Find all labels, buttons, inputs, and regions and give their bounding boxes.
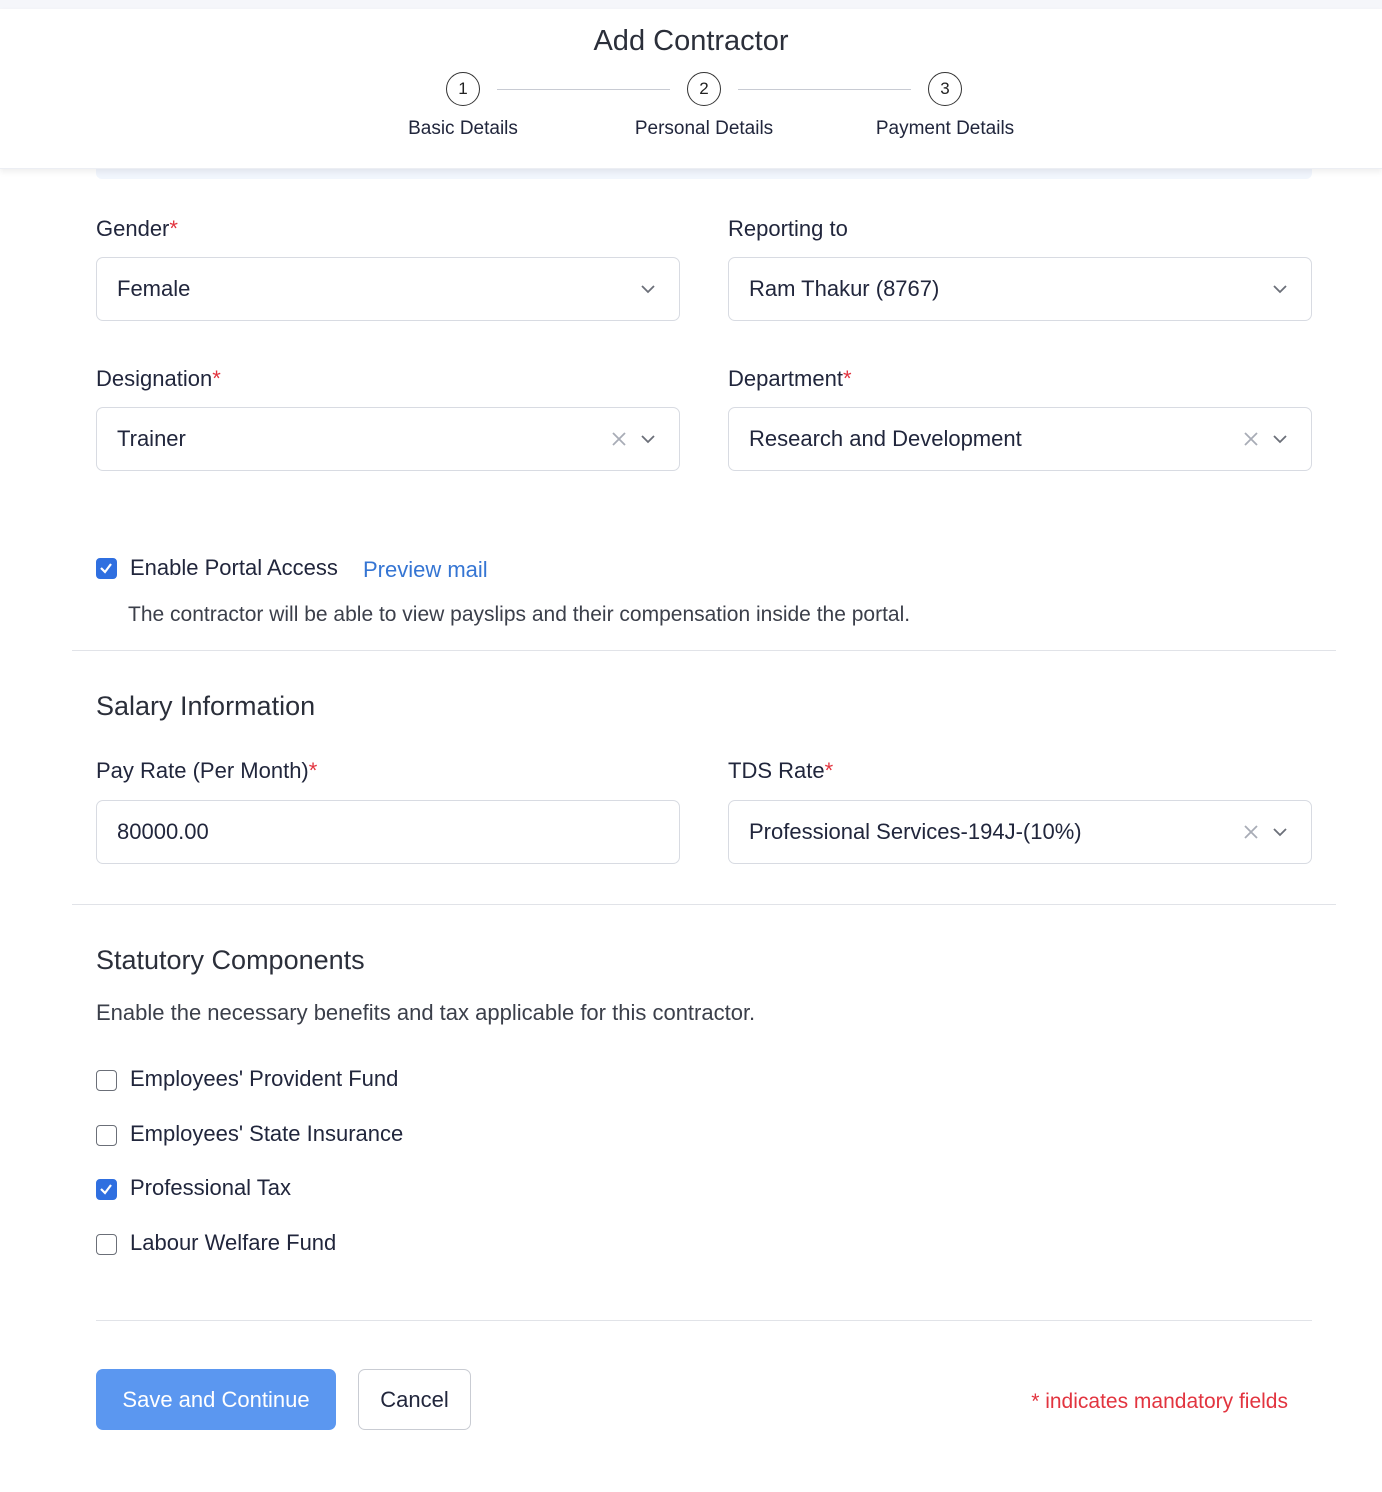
step-connector-2 [738,89,911,90]
statutory-description: Enable the necessary benefits and tax applicable for this contractor. [96,1000,756,1025]
reporting-to-select[interactable] [728,257,1312,321]
checkmark-icon [99,561,113,575]
step-1-indicator[interactable]: 1 [446,72,480,106]
epf-label[interactable]: Employees' Provident Fund [130,1066,399,1091]
professional-tax-label[interactable]: Professional Tax [130,1175,292,1200]
info-banner-edge [96,169,1312,179]
gender-label: Gender* [96,216,178,241]
clear-icon[interactable] [1243,824,1259,840]
chevron-down-icon [1273,282,1287,296]
portal-access-label[interactable]: Enable Portal Access [130,555,338,580]
lwf-label[interactable]: Labour Welfare Fund [130,1230,337,1255]
wizard-header [0,9,1382,169]
portal-access-checkbox[interactable] [96,558,117,579]
page-title: Add Contractor [593,25,789,57]
lwf-checkbox[interactable] [96,1234,117,1255]
step-2-label: Personal Details [634,118,774,139]
esi-label[interactable]: Employees' State Insurance [130,1121,404,1146]
chevron-down-icon [1273,432,1287,446]
preview-mail-link[interactable]: Preview mail [363,557,488,582]
pay-rate-value: 80000.00 [117,819,209,844]
pay-rate-input[interactable] [96,800,680,864]
chevron-down-icon [641,432,655,446]
step-1-label: Basic Details [408,118,518,139]
clear-icon[interactable] [1243,431,1259,447]
esi-checkbox[interactable] [96,1125,117,1146]
clear-icon[interactable] [611,431,627,447]
chevron-down-icon [641,282,655,296]
tds-rate-label: TDS Rate* [728,758,834,783]
professional-tax-checkbox[interactable] [96,1179,117,1200]
step-2-indicator[interactable]: 2 [687,72,721,106]
reporting-to-label: Reporting to [728,216,848,241]
cancel-button[interactable]: Cancel [358,1369,471,1430]
top-strip [0,0,1382,9]
step-3-label: Payment Details [875,118,1015,139]
step-3-indicator[interactable]: 3 [928,72,962,106]
tds-rate-select[interactable] [728,800,1312,864]
department-label: Department* [728,366,852,391]
epf-checkbox[interactable] [96,1070,117,1091]
tds-rate-value: Professional Services-194J-(10%) [749,819,1082,844]
designation-select[interactable] [96,407,680,471]
mandatory-note: * indicates mandatory fields [1031,1390,1288,1413]
pay-rate-label: Pay Rate (Per Month)* [96,758,318,783]
checkmark-icon [99,1182,113,1196]
divider [72,904,1336,905]
footer-divider [96,1320,1312,1321]
designation-value: Trainer [117,426,186,451]
department-value: Research and Development [749,426,1022,451]
portal-access-description: The contractor will be able to view payslips and their compensation inside the portal. [128,603,911,626]
designation-label: Designation* [96,366,221,391]
salary-section-title: Salary Information [96,691,316,721]
step-connector-1 [497,89,670,90]
gender-value: Female [117,276,191,301]
reporting-to-value: Ram Thakur (8767) [749,276,940,301]
divider [72,650,1336,651]
statutory-section-title: Statutory Components [96,945,365,975]
save-and-continue-button[interactable]: Save and Continue [96,1369,336,1430]
department-select[interactable] [728,407,1312,471]
chevron-down-icon [1273,825,1287,839]
gender-select[interactable] [96,257,680,321]
